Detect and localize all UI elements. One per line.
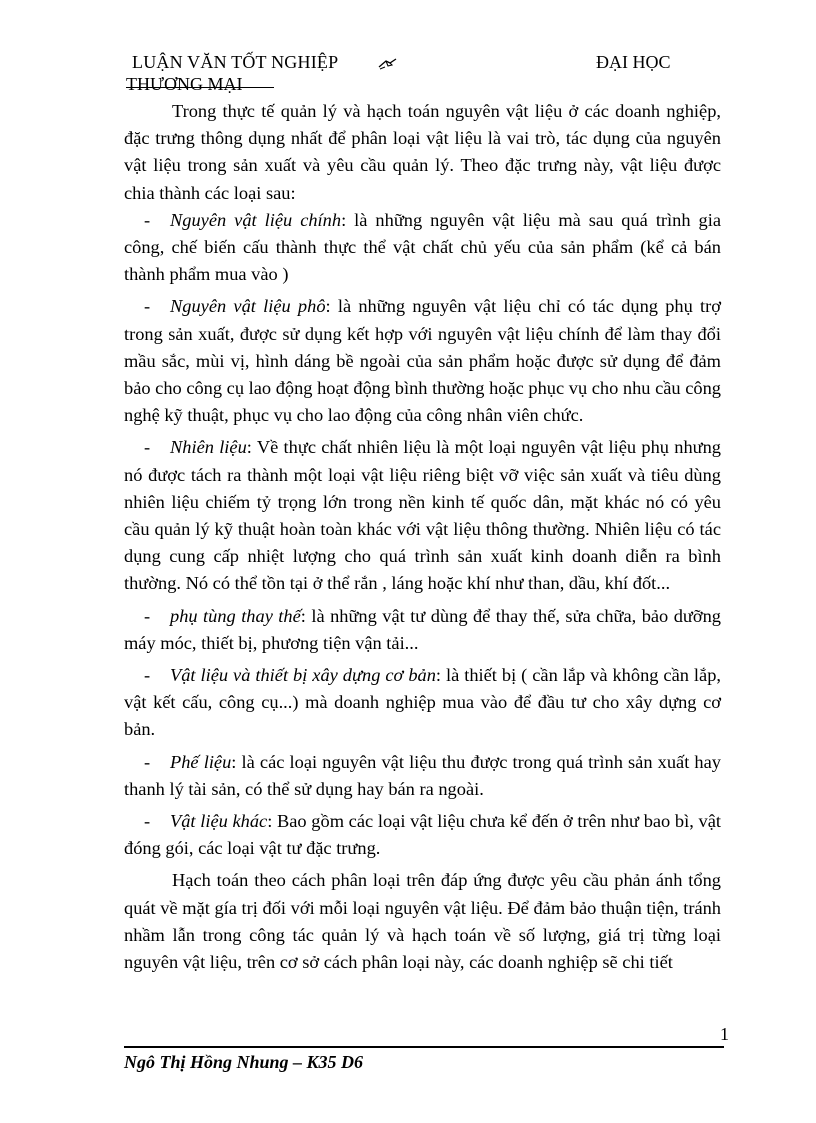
page-number: 1 <box>720 1024 729 1044</box>
list-dash: - <box>144 605 151 626</box>
list-dash: - <box>144 209 151 230</box>
item-term: Nguyên vật liệu phô <box>170 296 326 317</box>
list-item <box>124 749 721 803</box>
list-item <box>124 207 721 289</box>
list-item <box>124 808 721 862</box>
item-text: : là những nguyên vật liệu chỉ có tác dụng phụ trợ trong sản xuất, được sử dụng kết hợp với nguyên vật liệu chính để làm thay đổi mầu sắc, mùi vị, hình dáng bề ngoài của sản phẩm hoặc được sử dụng để đảm bảo cho công cụ lao động hoạt động bình thường hoặc phục vụ cho nhu cầu công nghệ kỹ thuật, phục vụ cho lao động của công nhân viên chức. <box>124 296 721 426</box>
list-dash: - <box>144 811 151 832</box>
footer-divider <box>124 1046 724 1048</box>
header-second-line: THƯƠNG MẠI <box>126 74 243 94</box>
page-header <box>126 52 686 92</box>
item-term: Vật liệu khác <box>170 811 268 832</box>
list-item <box>124 603 721 657</box>
item-text: : là những vật tư dùng để thay thế, sửa chữa, bảo dưỡng máy móc, thiết bị, phương tiện vận tải... <box>124 605 721 653</box>
item-text: : Về thực chất nhiên liệu là một loại nguyên vật liệu phụ nhưng nó được tách ra thành một loại vật liệu riêng biệt vỡ việc sản xuất và tiêu dùng nhiên liệu chiếm tỷ trọng lớn trong nền kinh tế quốc dân, mặt khác nó có yêu cầu quản lý kỹ thuật hoàn toàn khác với vật liệu thông thường. Nhiên liệu có tác dụng cung cấp nhiệt lượng cho quá trình sản xuất kinh doanh diễn ra bình thường. Nó có thể tồn tại ở thể rắn , láng hoặc khí như than, dầu, khí đốt... <box>124 437 721 594</box>
item-term: phụ tùng thay thế <box>170 605 301 626</box>
item-term: Nhiên liệu <box>170 437 247 458</box>
list-item <box>124 293 721 429</box>
item-text: : là những nguyên vật liệu mà sau quá trình gia công, chế biến cấu thành thực thể vật chất chủ yếu của sản phẩm (kể cả bán thành phẩm mua vào ) <box>124 209 722 285</box>
list-dash: - <box>144 751 151 772</box>
writing-hand-icon <box>378 56 398 70</box>
list-item <box>124 662 721 744</box>
list-dash: - <box>144 296 151 317</box>
header-left-title: LUẬN VĂN TỐT NGHIỆP <box>132 52 339 72</box>
list-dash: - <box>144 437 151 458</box>
item-term: Nguyên vật liệu chính <box>170 209 342 230</box>
intro-paragraph: Trong thực tế quản lý và hạch toán nguyên vật liệu ở các doanh nghiệp, đặc trưng thông dụng nhất để phân loại vật liệu là vai trò, tác dụng của nguyên vật liệu trong sản xuất và yêu cầu quản lý. Theo đặc trưng này, vật liệu được chia thành các loại sau: <box>124 101 721 203</box>
list-item <box>124 434 721 597</box>
item-text: : là các loại nguyên vật liệu thu được trong quá trình sản xuất hay thanh lý tài sản, có thể sử dụng hay bán ra ngoài. <box>124 751 721 799</box>
item-term: Vật liệu và thiết bị xây dựng cơ bản <box>170 665 436 686</box>
document-body <box>124 98 721 976</box>
header-right-title: ĐẠI HỌC <box>596 52 671 72</box>
footer-author: Ngô Thị Hồng Nhung – K35 D6 <box>124 1052 364 1072</box>
item-text: : Bao gồm các loại vật liệu chưa kể đến ở trên như bao bì, vật đóng gói, các loại vật tư đặc trưng. <box>124 811 721 859</box>
list-dash: - <box>144 665 151 686</box>
header-divider <box>126 87 274 88</box>
item-text: : là thiết bị ( cần lắp và không cần lắp, vật kết cấu, công cụ...) mà doanh nghiệp mua vào để đầu tư cho xây dựng cơ bản. <box>124 665 721 740</box>
item-term: Phế liệu <box>170 751 232 772</box>
closing-paragraph: Hạch toán theo cách phân loại trên đáp ứng được yêu cầu phản ánh tổng quát về mặt gía trị đối với mỗi loại nguyên vật liệu. Để đảm bảo thuận tiện, tránh nhầm lẫn trong công tác quản lý và hạch toán về số lượng, giá trị từng loại nguyên vật liệu, trên cơ sở cách phân loại này, các doanh nghiệp sẽ chi tiết <box>124 870 721 973</box>
